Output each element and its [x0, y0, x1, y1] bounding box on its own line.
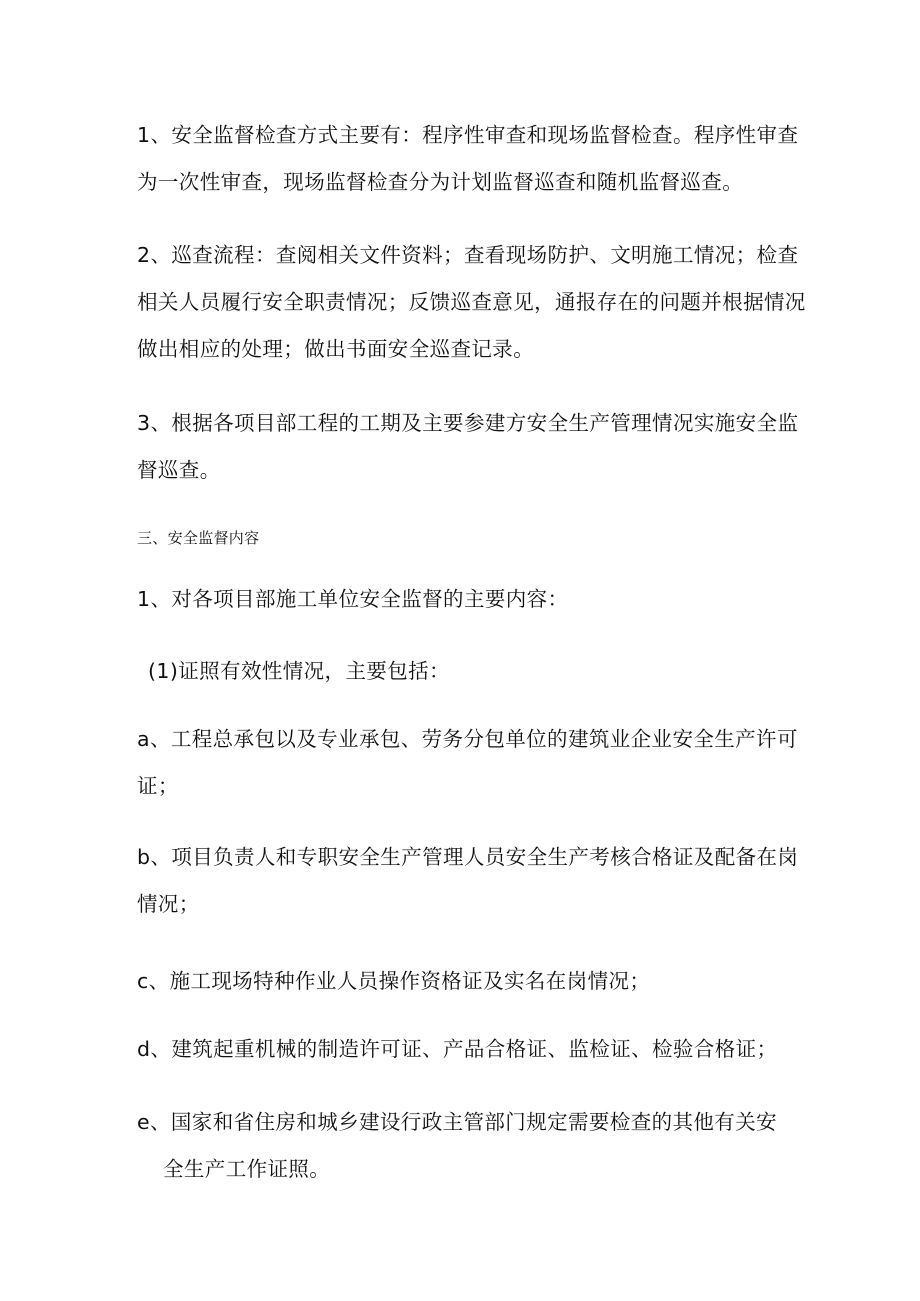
text-line: a、工程总承包以及专业承包、劳务分包单位的建筑业企业安全生产许可 — [137, 727, 798, 751]
list-item-main-contents — [137, 576, 797, 623]
list-item-d — [137, 1026, 797, 1073]
text-line: 1、安全监督检查方式主要有：程序性审查和现场监督检查。程序性审查 — [137, 123, 799, 147]
text-line: 2、巡查流程：查阅相关文件资料；查看现场防护、文明施工情况；检查 — [137, 243, 799, 267]
text-line: e、国家和省住房和城乡建设行政主管部门规定需要检查的其他有关安 — [137, 1110, 778, 1134]
text-line: b、项目负责人和专职安全生产管理人员安全生产考核合格证及配备在岗 — [137, 845, 799, 869]
text-line: 相关人员履行安全职责情况；反馈巡查意见，通报存在的问题并根据情况 — [137, 290, 806, 314]
list-item-c — [137, 958, 797, 1005]
text-line: 1、对各项目部施工单位安全监督的主要内容： — [137, 587, 569, 611]
paragraph-inspection-methods — [137, 112, 797, 206]
text-line: c、施工现场特种作业人员操作资格证及实名在岗情况； — [137, 969, 651, 993]
list-item-b — [137, 834, 797, 928]
text-line: 证； — [137, 774, 179, 798]
section-heading: 三、安全监督内容 — [137, 529, 260, 547]
text-line: 做出相应的处理；做出书面安全巡查记录。 — [137, 337, 535, 361]
text-line: 督巡查。 — [137, 458, 221, 482]
text-line: d、建筑起重机械的制造许可证、产品合格证、监检证、检验合格证； — [137, 1037, 778, 1061]
paragraph-implementation — [137, 400, 797, 494]
text-line: 3、根据各项目部工程的工期及主要参建方安全生产管理情况实施安全监 — [137, 411, 799, 435]
text-line: 情况； — [137, 892, 200, 916]
list-item-e — [137, 1099, 797, 1193]
paragraph-inspection-process — [137, 232, 806, 373]
list-item-a — [137, 716, 797, 810]
text-line: 全生产工作证照。 — [163, 1157, 331, 1181]
text-line: 为一次性审查，现场监督检查分为计划监督巡查和随机监督巡查。 — [137, 170, 744, 194]
text-line: (1)证照有效性情况，主要包括： — [148, 659, 450, 683]
list-item-license-validity — [148, 648, 808, 695]
